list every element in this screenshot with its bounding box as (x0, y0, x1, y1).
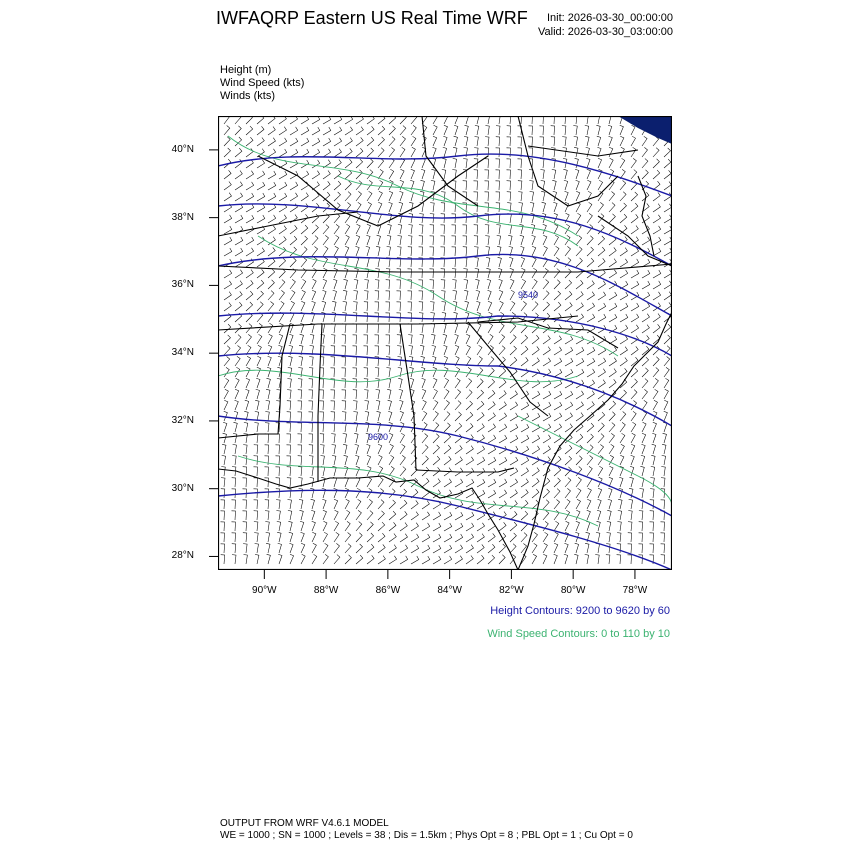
wind-speed-contours-caption: Wind Speed Contours: 0 to 110 by 10 (487, 628, 670, 640)
lon-label: 84°W (437, 585, 462, 596)
lon-label: 82°W (499, 585, 524, 596)
lat-label: 32°N (171, 414, 194, 426)
height-contour-label: 9600 (368, 432, 389, 442)
model-settings: WE = 1000 ; SN = 1000 ; Levels = 38 ; Dis = 1.5km ; Phys Opt = 8 ; PBL Opt = 1 ; Cu Opt = 0 (220, 830, 633, 841)
lon-label: 90°W (252, 585, 277, 596)
valid-time: Valid: 2026-03-30_03:00:00 (538, 26, 673, 38)
init-time: Init: 2026-03-30_00:00:00 (547, 12, 673, 24)
lat-label: 36°N (171, 279, 194, 291)
map-title: IWFAQRP Eastern US Real Time WRF (216, 8, 528, 28)
lon-label: 80°W (560, 585, 586, 596)
map-panel (218, 116, 672, 570)
lat-label: 38°N (171, 211, 194, 223)
lat-label: 30°N (171, 482, 194, 494)
lon-label: 86°W (375, 585, 401, 596)
lon-label: 88°W (313, 585, 339, 596)
variable-winds: Winds (kts) (220, 90, 275, 102)
variable-wind-speed: Wind Speed (kts) (220, 77, 305, 89)
lat-label: 40°N (171, 143, 194, 155)
lon-label: 78°W (622, 585, 648, 596)
model-info: OUTPUT FROM WRF V4.6.1 MODEL (220, 818, 389, 829)
lat-label: 34°N (171, 347, 194, 359)
weather-map (218, 116, 672, 570)
height-contours-caption: Height Contours: 9200 to 9620 by 60 (490, 605, 670, 617)
lat-label: 28°N (171, 550, 194, 562)
height-contour-label: 9540 (518, 290, 539, 300)
variable-height: Height (m) (220, 64, 272, 76)
